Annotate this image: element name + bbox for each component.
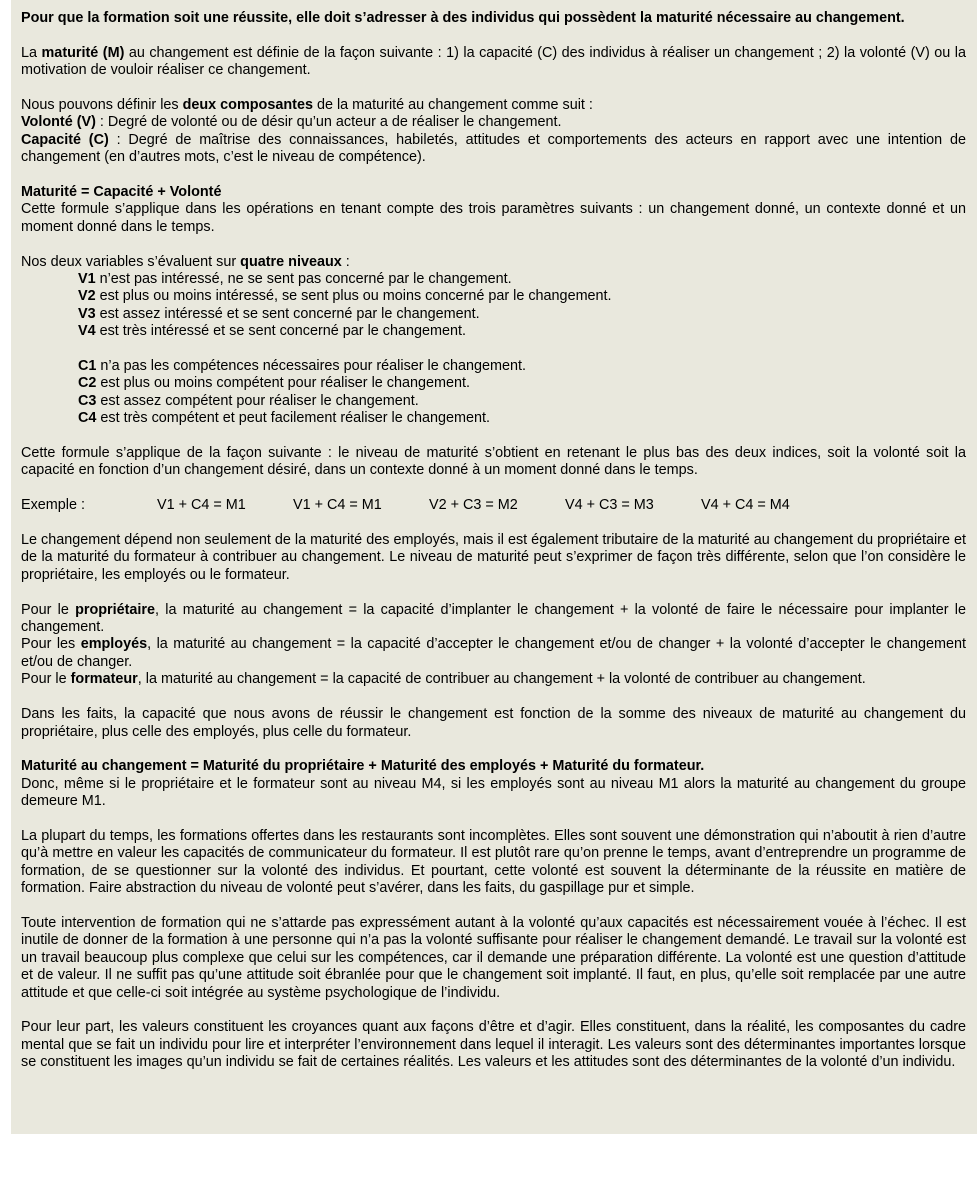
composantes-intro: Nous pouvons définir les deux composantes de la maturité au changement comme suit : [21, 97, 593, 113]
list-item: C3 est assez compétent pour réaliser le changement. [78, 392, 419, 409]
acteurs-block [21, 602, 966, 689]
intro-heading: Pour que la formation soit une réussite, elle doit s’adresser à des individus qui possèdent la maturité nécessaire au changement. [21, 10, 905, 26]
somme-title: Maturité au changement = Maturité du propriétaire + Maturité des employés + Maturité du formateur. [21, 758, 705, 775]
acteur-proprietaire: Pour le propriétaire, la maturité au changement = la capacité d’implanter le changement + la volonté de faire le nécessaire pour implanter le changement. [21, 601, 966, 636]
list-spacer [78, 341, 966, 358]
list-item: C1 n’a pas les compétences nécessaires pour réaliser le changement. [78, 358, 526, 375]
exemple-equation: V1 + C4 = M1 [293, 497, 382, 514]
document-panel [11, 0, 977, 1134]
exemple-equation: V2 + C3 = M2 [429, 497, 518, 514]
list-item: V3 est assez intéressé et se sent concerné par le changement. [78, 305, 480, 322]
exemple-equation: V1 + C4 = M1 [157, 497, 246, 514]
niveaux-intro: Nos deux variables s’évaluent sur quatre niveaux : [21, 253, 350, 270]
niveaux-block [21, 254, 966, 428]
acteur-employes: Pour les employés, la maturité au changement = la capacité d’accepter le changement et/ou de changer + la volonté d’accepter le changement et/ou de changer. [21, 636, 966, 670]
somme-block [21, 758, 966, 810]
list-item: V2 est plus ou moins intéressé, se sent plus ou moins concerné par le changement. [78, 288, 612, 305]
application-paragraph: Cette formule s’applique de la façon suivante : le niveau de maturité s’obtient en retenant le plus bas des deux indices, soit la volonté soit la capacité en fonction d’un changement désiré, dans un contexte donné à un moment donné dans le temps. [21, 445, 966, 479]
exemple-label: Exemple : [21, 497, 85, 514]
list-item: V4 est très intéressé et se sent concerné par le changement. [78, 323, 466, 340]
volonte-definition: Volonté (V) : Degré de volonté ou de désir qu’un acteur a de réaliser le changement. [21, 114, 562, 131]
exemple-equation: V4 + C3 = M3 [565, 497, 654, 514]
formule-block [21, 184, 966, 236]
formule-text: Cette formule s’applique dans les opérations en tenant compte des trois paramètres suivants : un changement donné, un contexte donné et un moment donné dans le temps. [21, 201, 966, 235]
formule-title: Maturité = Capacité + Volonté [21, 184, 222, 201]
list-item: C4 est très compétent et peut facilement réaliser le changement. [78, 410, 490, 427]
exemple-equation: V4 + C4 = M4 [701, 497, 790, 514]
exemple-row [21, 497, 966, 514]
intervention-paragraph: Toute intervention de formation qui ne s’attarde pas expressément autant à la volonté qu’aux capacités est nécessairement vouée à l’échec. Il est inutile de donner de la formation à une personne qui n’a pas la volonté suffisante pour réaliser le changement demandé. Le travail sur la volonté est un travail beaucoup plus complexe que celui sur les compétences, car il demande une préparation différente. La volonté est une question d’attitude et de valeur. Il ne suffit pas qu’une attitude soit ébranlée pour que le changement soit implanté. Il faut, en plus, qu’elle soit remplacée par une autre attitude et que celle-ci soit intégrée au système psychologique de l’individu. [21, 914, 966, 1001]
capacite-definition: Capacité (C) : Degré de maîtrise des connaissances, habiletés, attitudes et comportements des acteurs en rapport avec une intention de changement (en d’autres mots, c’est le niveau de compétence). [21, 131, 966, 166]
somme-text: Donc, même si le propriétaire et le formateur sont au niveau M4, si les employés sont au niveau M1 alors la maturité au changement du groupe demeure M1. [21, 775, 966, 810]
niveaux-list [21, 271, 966, 428]
dependance-paragraph: Le changement dépend non seulement de la maturité des employés, mais il est également tributaire de la maturité au changement du propriétaire et de la maturité du formateur à contribuer au changement. Le niveau de maturité peut s’exprimer de façon très différente, selon que l’on considère le propriétaire, les employés ou le formateur. [21, 532, 966, 583]
faits-paragraph: Dans les faits, la capacité que nous avons de réussir le changement est fonction de la somme des niveaux de maturité au changement du propriétaire, plus celle des employés, plus celle du formateur. [21, 706, 966, 740]
acteur-formateur: Pour le formateur, la maturité au changement = la capacité de contribuer au changement + la volonté de contribuer au changement. [21, 671, 866, 688]
valeurs-paragraph: Pour leur part, les valeurs constituent les croyances quant aux façons d’être et d’agir. Elles constituent, dans la réalité, les composantes du cadre mental que se fait un individu pour lire et interpréter l’environnement dans lequel il interagit. Les valeurs sont des déterminantes importantes lorsque se constituent les images qu’un individu se fait de certaines réalités. Les valeurs et les attitudes sont des déterminantes de la volonté d’un individu. [21, 1019, 966, 1071]
list-item: V1 n’est pas intéressé, ne se sent pas concerné par le changement. [78, 271, 512, 288]
formations-paragraph: La plupart du temps, les formations offertes dans les restaurants sont incomplètes. Elles sont souvent une démonstration qui n’aboutit à rien d’autre qu’à mettre en valeur les capacités de communicateur du formateur. Il est plutôt rare qu’on prenne le temps, avant d’entreprendre un programme de formation, de se questionner sur la volonté des individus. Et pourtant, cette volonté est souvent la déterminante de la réussite en matière de formation. Faire abstraction du niveau de volonté peut s’avérer, dans les faits, du gaspillage pur et simple. [21, 827, 966, 897]
list-item: C2 est plus ou moins compétent pour réaliser le changement. [78, 375, 470, 392]
composantes-block [21, 97, 966, 167]
definition-paragraph: La maturité (M) au changement est définie de la façon suivante : 1) la capacité (C) des individus à réaliser un changement ; 2) la volonté (V) ou la motivation de vouloir réaliser ce changement. [21, 44, 966, 79]
